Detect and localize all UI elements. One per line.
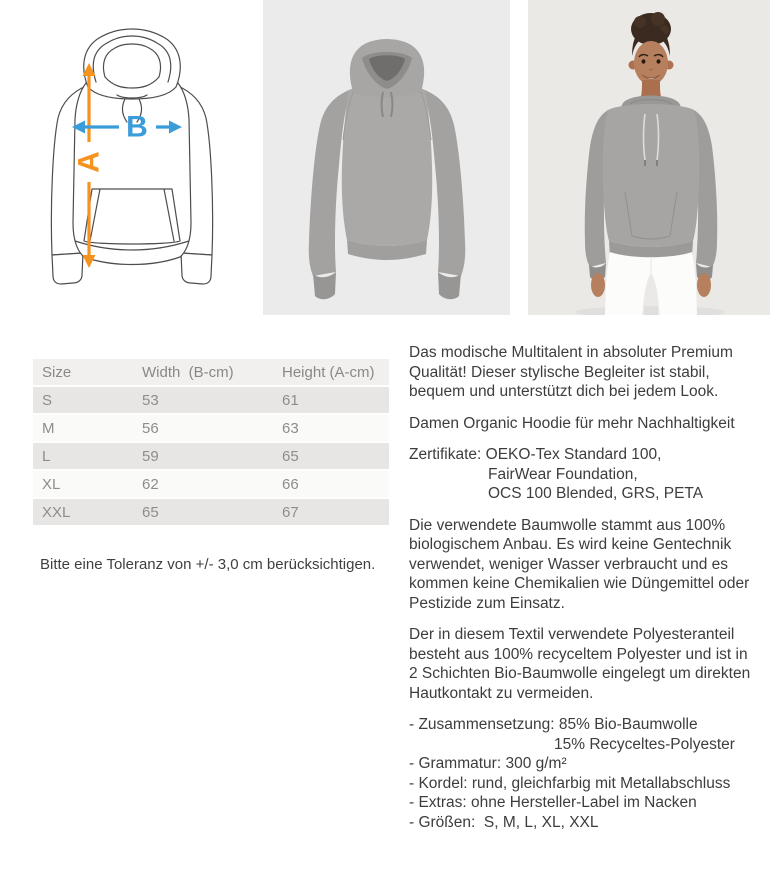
height-value: 67: [282, 503, 299, 521]
column-header-size: Size: [42, 363, 72, 381]
table-row: [33, 387, 389, 413]
width-value: 65: [142, 503, 159, 521]
flat-hoodie-image: [263, 0, 510, 315]
height-value: 65: [282, 447, 299, 465]
column-header-height: Height (A-cm): [282, 363, 375, 381]
product-description: [409, 343, 755, 844]
column-header-width: Width (B-cm): [142, 363, 234, 381]
size-value: L: [42, 447, 51, 465]
polyester-paragraph: Der in diesem Textil verwendete Polyesteranteil besteht aus 100% recyceltem Polyester und ist in 2 Schichten Bio-Baumwolle eingelegt um direkten Hautkontakt zu vermeiden.: [409, 626, 751, 702]
spec-item: - Kordel: rund, gleichfarbig mit Metallabschluss: [409, 774, 731, 792]
intro-paragraph: Das modische Multitalent in absoluter Premium Qualität! Dieser stylische Begleiter ist stabil, bequem und unterstützt dich bei jedem Look.: [409, 344, 733, 400]
size-measurement-diagram: [20, 25, 250, 295]
spec-item: - Extras: ohne Hersteller-Label im Nacken: [409, 794, 697, 811]
cotton-paragraph: Die verwendete Baumwolle stammt aus 100% biologischem Anbau. Es wird keine Gentechnik verwendet, weniger Wasser verbraucht und es kommen keine Chemikalien wie Düngemittel oder Pestizide zum Einsatz.: [409, 516, 750, 612]
height-value: 61: [282, 391, 299, 409]
product-photo-flat: [263, 0, 510, 315]
size-value: S: [42, 391, 53, 409]
size-table-header: [33, 359, 389, 385]
spec-item: 15% Recyceltes-Polyester: [554, 735, 735, 753]
certificates-line: FairWear Foundation,: [488, 465, 638, 483]
subtitle: Damen Organic Hoodie für mehr Nachhaltigkeit: [409, 414, 735, 432]
width-value: 56: [142, 419, 159, 437]
tolerance-note: Bitte eine Toleranz von +/- 3,0 cm berücksichtigen.: [40, 556, 376, 573]
table-row: [33, 443, 389, 469]
table-row: [33, 471, 389, 497]
spec-item: - Größen: S, M, L, XL, XXL: [409, 813, 599, 831]
certificates-block: [409, 445, 755, 504]
size-value: M: [42, 419, 55, 437]
certificates-line: OCS 100 Blended, GRS, PETA: [488, 485, 704, 502]
size-value: XL: [42, 475, 61, 493]
certificates-line: Zertifikate: OEKO-Tex Standard 100,: [409, 446, 662, 463]
model-wearing-hoodie-image: [528, 0, 770, 315]
width-value: 59: [142, 447, 159, 465]
height-value: 66: [282, 475, 299, 493]
specs-list: [409, 715, 755, 832]
table-row: [33, 415, 389, 441]
width-value: 53: [142, 391, 159, 409]
spec-item: - Grammatur: 300 g/m²: [409, 755, 567, 772]
hoodie-outline-drawing: [20, 25, 250, 295]
spec-item: - Zusammensetzung: 85% Bio-Baumwolle: [409, 716, 698, 733]
label-a: A: [72, 151, 106, 173]
size-value: XXL: [42, 503, 71, 521]
size-table: [33, 359, 389, 527]
label-b: B: [126, 110, 148, 144]
width-value: 62: [142, 475, 159, 493]
height-value: 63: [282, 419, 299, 437]
table-row: [33, 499, 389, 525]
product-photo-model: [528, 0, 770, 315]
